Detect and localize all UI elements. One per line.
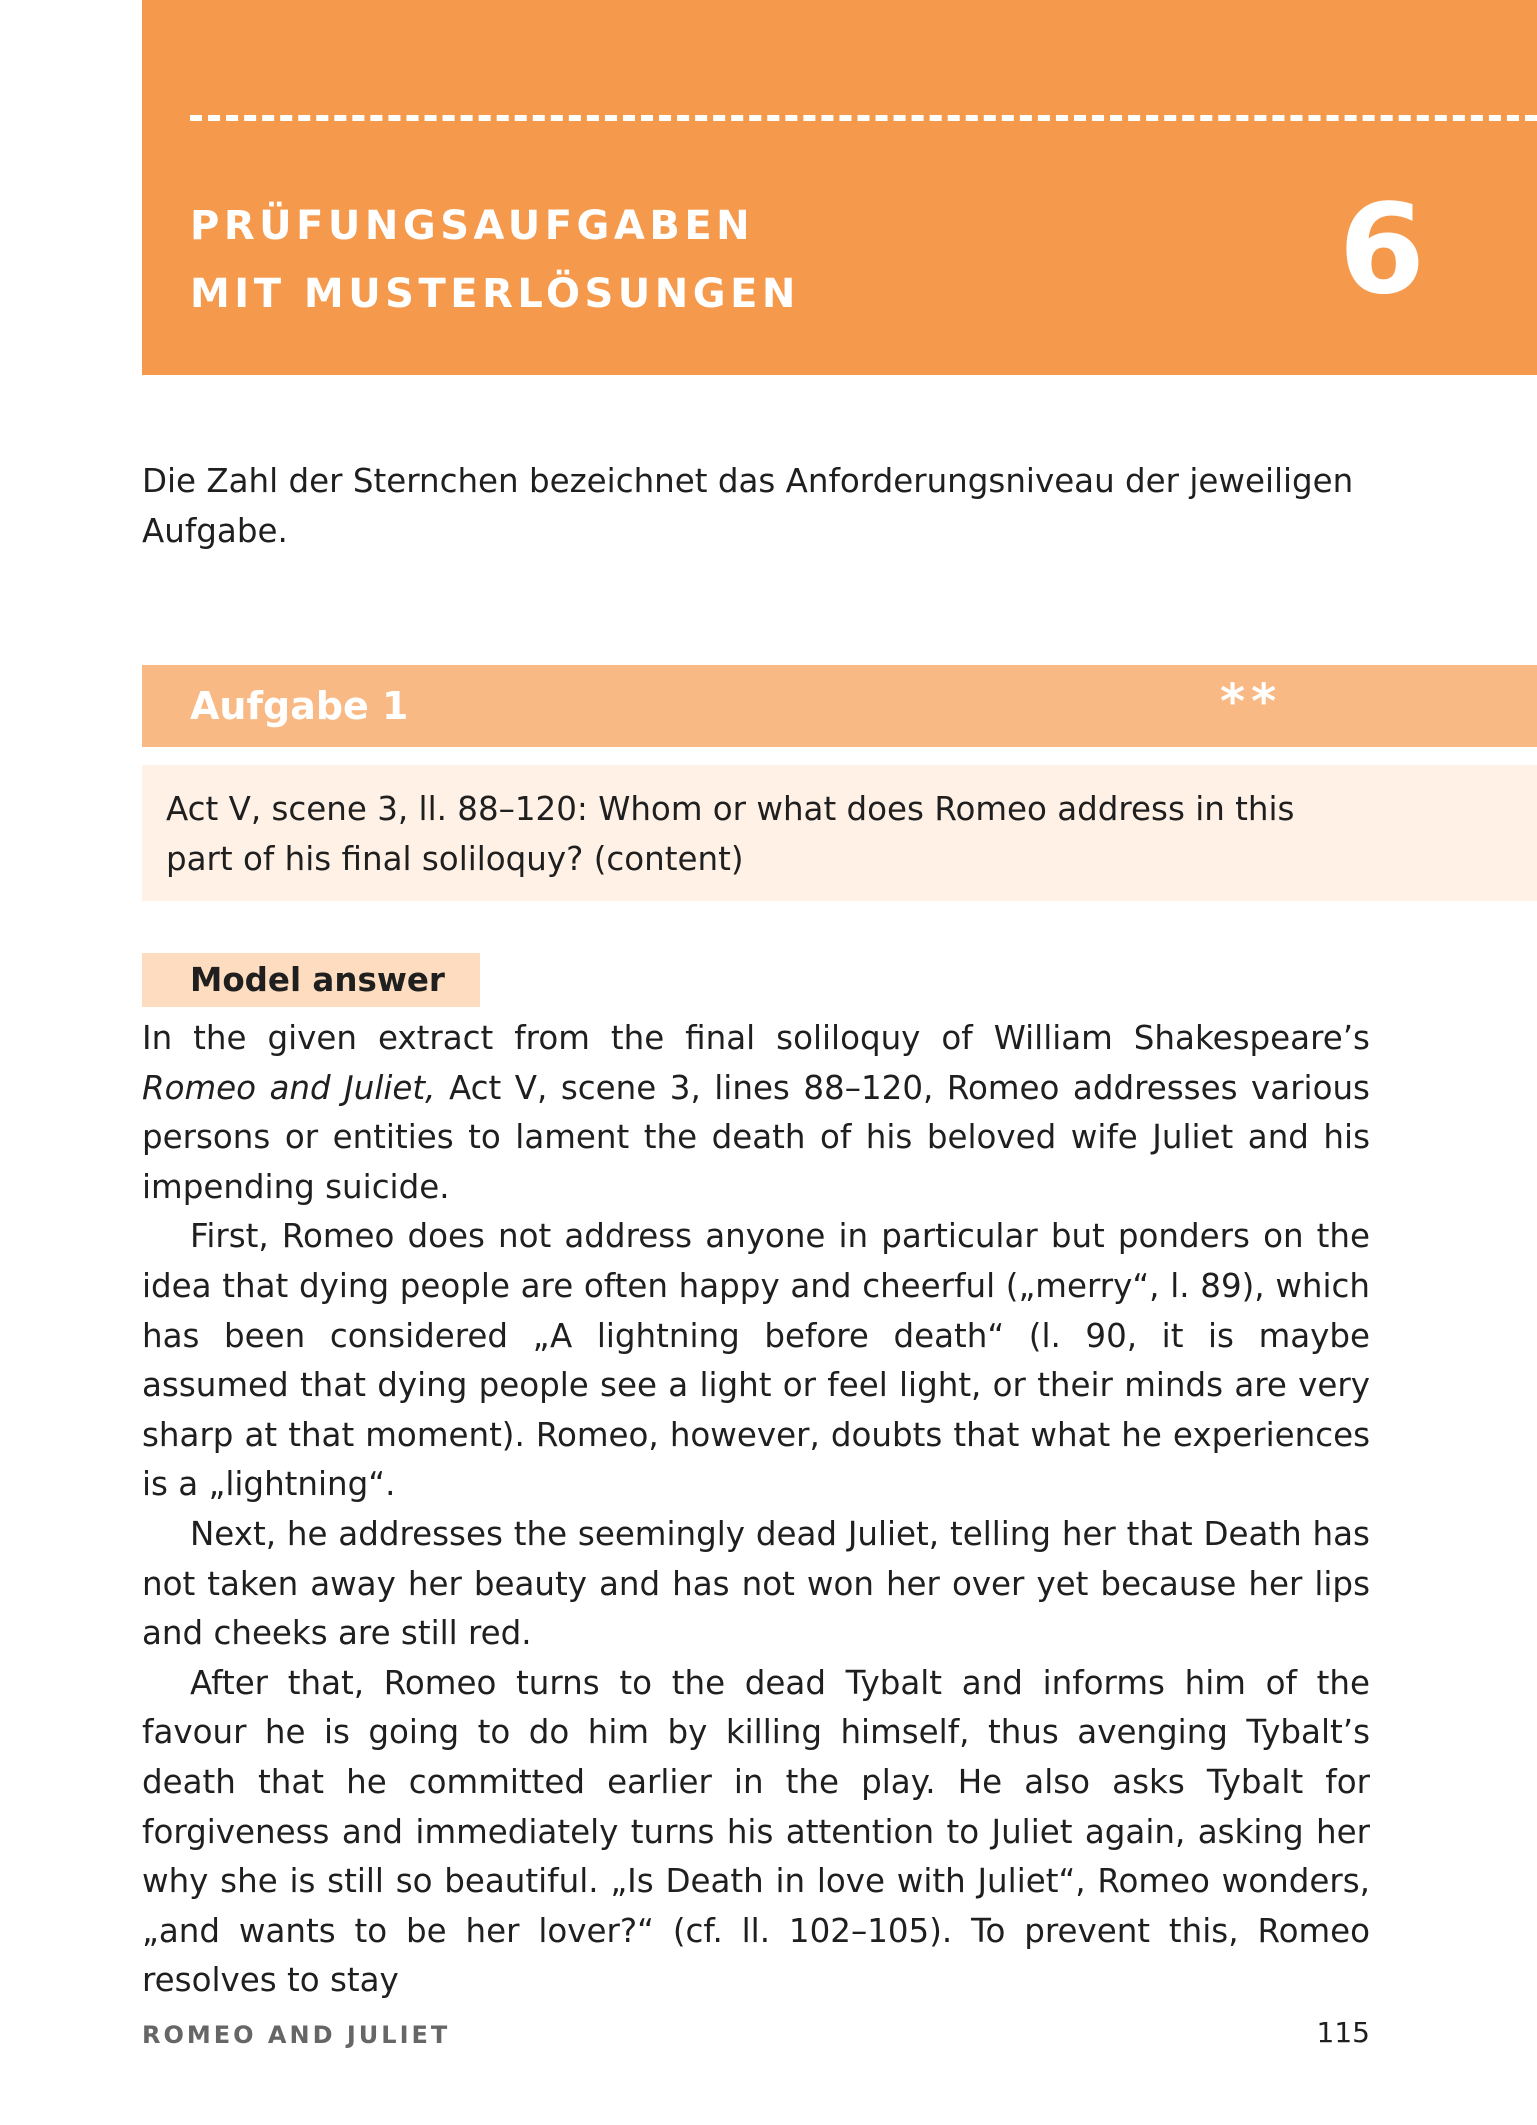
answer-paragraph-4: After that, Romeo turns to the dead Tybalt and informs him of the favour he is going to do him by killing himself, thus avenging Tybalt’s death that he committed earlier in the play. He also asks Tybalt for forgiveness and immediately turns his attention to Juliet again, asking her why she is still so beautiful. „Is Death in love with Juliet“, Romeo wonders, „and wants to be her lover?“ (cf. ll. 102–105). To prevent this, Romeo resolves to stay: [142, 1663, 1370, 2000]
answer-paragraph-1: [142, 1014, 1370, 1212]
footer-book-title: ROMEO AND JULIET: [142, 2021, 451, 2049]
model-answer-label: [142, 953, 480, 1007]
page-number: 115: [1316, 2016, 1370, 2049]
answer-paragraph-2: First, Romeo does not address anyone in particular but ponders on the idea that dying people are often happy and cheerful („merry“, l. 89), which has been considered „A lightning before death“ (l. 90, it is maybe assumed that dying people see a light or feel light, or their minds are very sharp at that moment). Romeo, however, doubts that what he experiences is a „lightning“.: [142, 1217, 1370, 1504]
chapter-title-line-2: MIT MUSTERLÖSUNGEN: [190, 271, 800, 317]
intro-text: Die Zahl der Sternchen bezeichnet das Anforderungsniveau der jeweiligen Aufgabe.: [142, 462, 1354, 550]
answer-p1-after: Act V, scene 3, lines 88–120, Romeo addresses various persons or entities to lament the death of his beloved wife Juliet and his impending suicide.: [142, 1068, 1370, 1206]
model-answer-body: [142, 1014, 1370, 2006]
answer-p1-before: In the given extract from the final soliloquy of William Shakespeare’s: [142, 1019, 1370, 1057]
task-title: Aufgabe 1: [190, 684, 409, 728]
chapter-title: [190, 192, 1090, 328]
chapter-title-line-1: PRÜFUNGSAUFGABEN: [190, 203, 755, 249]
chapter-number: 6: [1338, 178, 1425, 322]
task-question-box: [142, 765, 1537, 901]
model-answer-label-text: Model answer: [190, 961, 445, 999]
difficulty-stars: **: [1220, 674, 1283, 730]
answer-paragraph-3: Next, he addresses the seemingly dead Juliet, telling her that Death has not taken away her beauty and has not won her over yet because her lips and cheeks are still red.: [142, 1514, 1370, 1653]
answer-p1-work-title: Romeo and Juliet,: [142, 1068, 436, 1107]
header-dashed-divider: [190, 115, 1537, 121]
task-question: Act V, scene 3, ll. 88–120: Whom or what does Romeo address in this part of his final soliloquy? (content): [166, 790, 1295, 878]
task-header: [142, 665, 1537, 747]
